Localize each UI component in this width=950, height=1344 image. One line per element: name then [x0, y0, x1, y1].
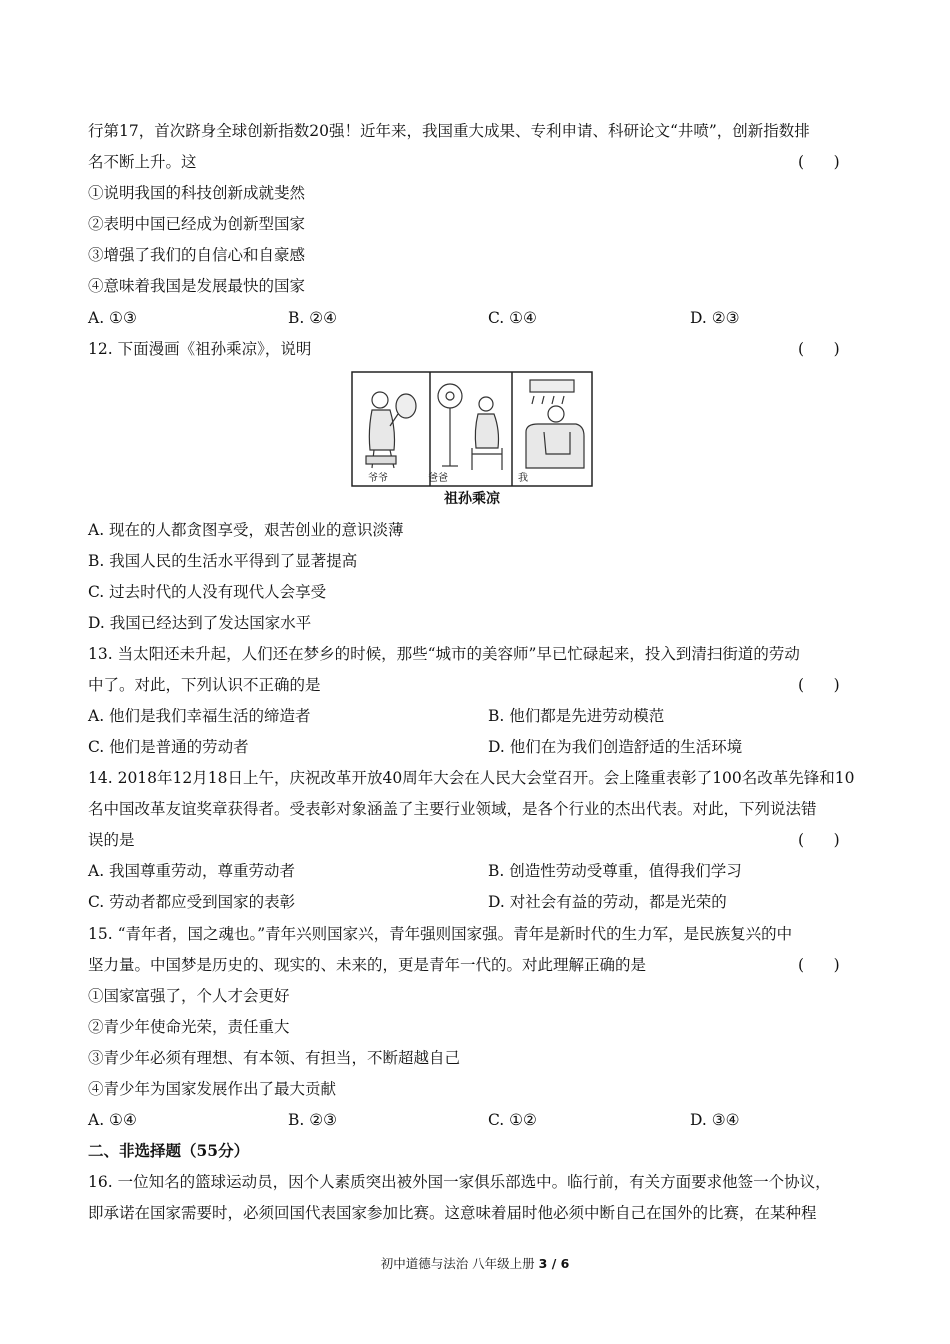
- q15-option-c: C. ①②: [488, 1111, 537, 1129]
- q15-item-2: ②青少年使命光荣，责任重大: [88, 1018, 290, 1036]
- q13-option-a: A. 他们是我们幸福生活的缔造者: [88, 707, 311, 725]
- q12-option-d: D. 我国已经达到了发达国家水平: [88, 614, 312, 632]
- answer-paren: ( ): [798, 956, 840, 974]
- answer-paren: ( ): [798, 676, 840, 694]
- q11-line2: 名不断上升。这: [88, 153, 197, 171]
- q15-option-a: A. ①④: [88, 1111, 137, 1129]
- q14-option-d: D. 对社会有益的劳动，都是光荣的: [488, 893, 727, 911]
- q11-item-4: ④意味着我国是发展最快的国家: [88, 277, 306, 295]
- q13-option-b: B. 他们都是先进劳动模范: [488, 707, 665, 725]
- q11-item-3: ③增强了我们的自信心和自豪感: [88, 246, 306, 264]
- cartoon-title: 祖孙乘凉: [444, 491, 500, 507]
- q12-option-b: B. 我国人民的生活水平得到了显著提高: [88, 552, 358, 570]
- q11-option-c: C. ①④: [488, 309, 537, 327]
- answer-paren: ( ): [798, 340, 840, 358]
- page-footer: [0, 1254, 950, 1272]
- cartoon-label-me: 我: [518, 473, 528, 484]
- q11-line1: 行第17，首次跻身全球创新指数20强！近年来，我国重大成果、专利申请、科研论文“井喷”，创新指数排: [88, 122, 810, 140]
- q14-option-c: C. 劳动者都应受到国家的表彰: [88, 893, 296, 911]
- footer-text: 初中道德与法治 八年级上册: [380, 1256, 539, 1271]
- q12-option-c: C. 过去时代的人没有现代人会享受: [88, 583, 327, 601]
- q16-line2: 即承诺在国家需要时，必须回国代表国家参加比赛。这意味着届时他必须中断自己在国外的比赛，在某种程: [88, 1204, 817, 1222]
- q13-option-c: C. 他们是普通的劳动者: [88, 738, 249, 756]
- page-number: 3 / 6: [538, 1256, 570, 1271]
- q15-option-b: B. ②③: [288, 1111, 338, 1129]
- q15-option-d: D. ③④: [690, 1111, 740, 1129]
- q13-line1: 13. 当太阳还未升起，人们还在梦乡的时候，那些“城市的美容师”早已忙碌起来，投入到清扫街道的劳动: [88, 645, 800, 663]
- q14-line1: 14. 2018年12月18日上午，庆祝改革开放40周年大会在人民大会堂召开。会上隆重表彰了100名改革先锋和10: [88, 769, 855, 787]
- cartoon-label-grandpa: 爷爷: [368, 473, 388, 484]
- section-heading: 二、非选择题（55分）: [88, 1141, 250, 1160]
- answer-paren: ( ): [798, 153, 840, 171]
- q14-option-a: A. 我国尊重劳动，尊重劳动者: [88, 862, 296, 880]
- q11-option-a: A. ①③: [88, 309, 137, 327]
- answer-paren: ( ): [798, 831, 840, 849]
- q11-option-d: D. ②③: [690, 309, 740, 327]
- q12-option-a: A. 现在的人都贪图享受，艰苦创业的意识淡薄: [88, 521, 404, 539]
- q15-item-1: ①国家富强了，个人才会更好: [88, 987, 290, 1005]
- q14-option-b: B. 创造性劳动受尊重，值得我们学习: [488, 862, 742, 880]
- q14-line2: 名中国改革友谊奖章获得者。受表彰对象涵盖了主要行业领域，是各个行业的杰出代表。对此，下列说法错: [88, 800, 817, 818]
- q11-option-b: B. ②④: [288, 309, 338, 327]
- cartoon-label-father: 爸爸: [428, 473, 448, 484]
- cartoon-grandpa-grandson-cooling: [350, 370, 594, 510]
- q13-option-d: D. 他们在为我们创造舒适的生活环境: [488, 738, 743, 756]
- q15-line1: 15. “青年者，国之魂也。”青年兴则国家兴，青年强则国家强。青年是新时代的生力军，是民族复兴的中: [88, 925, 793, 943]
- q15-item-3: ③青少年必须有理想、有本领、有担当，不断超越自己: [88, 1049, 461, 1067]
- q16-line1: 16. 一位知名的篮球运动员，因个人素质突出被外国一家俱乐部选中。临行前，有关方面要求他签一个协议，: [88, 1173, 831, 1191]
- q11-item-2: ②表明中国已经成为创新型国家: [88, 215, 306, 233]
- q15-item-4: ④青少年为国家发展作出了最大贡献: [88, 1080, 337, 1098]
- q15-line2: 坚力量。中国梦是历史的、现实的、未来的，更是青年一代的。对此理解正确的是: [88, 956, 647, 974]
- q11-item-1: ①说明我国的科技创新成就斐然: [88, 184, 306, 202]
- q14-line3: 误的是: [88, 831, 135, 849]
- q13-line2: 中了。对此，下列认识不正确的是: [88, 676, 321, 694]
- q12-stem: 12. 下面漫画《祖孙乘凉》，说明: [88, 340, 312, 358]
